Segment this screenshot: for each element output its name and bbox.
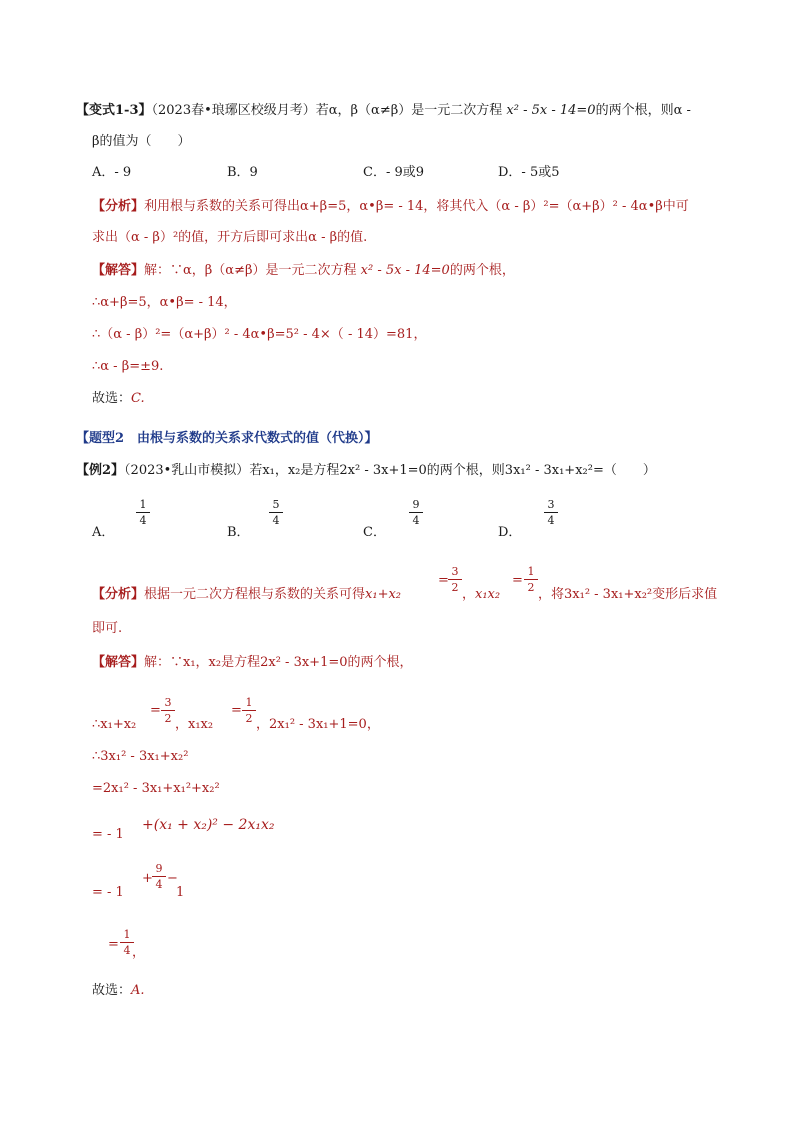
q1-solution-line4: ∴α - β=±9. bbox=[92, 359, 164, 374]
frac-num: 1 bbox=[245, 696, 253, 709]
q2-stem: 若x₁，x₂是方程2x² - 3x+1=0的两个根，则3x₁² - 3x₁+x₂²=（ ） bbox=[249, 463, 656, 478]
q1-solution-line3: ∴（α - β）²=（α+β）² - 4α•β=5² - 4×（ - 14）=81， bbox=[92, 327, 427, 342]
q1-equation: x² - 5x - 14=0 bbox=[506, 103, 596, 118]
q2-option-c-num: 9 bbox=[412, 498, 420, 511]
q1-solution-text1a: 解：∵α，β（α≠β）是一元二次方程 bbox=[144, 263, 357, 278]
q2-option-c-den: 4 bbox=[412, 514, 420, 527]
q2-source: （2023•乳山市模拟） bbox=[124, 463, 250, 478]
q2-analysis-mid bbox=[462, 586, 500, 604]
frac-num: 1 bbox=[123, 928, 131, 941]
q1-solution-line2: ∴α+β=5，α•β= - 14， bbox=[92, 295, 237, 310]
q2-answer-line bbox=[92, 982, 145, 1000]
q1-option-c: C．- 9或9 bbox=[363, 165, 425, 180]
q1-analysis-line1 bbox=[92, 198, 689, 216]
q1-answer-line bbox=[92, 390, 145, 408]
q2-solution-line7-eq: = bbox=[108, 937, 119, 952]
section-title: 【题型2 由根与系数的关系求代数式的值（代换）】 bbox=[76, 431, 378, 446]
frac-den: 2 bbox=[164, 712, 172, 725]
q2-answer-label: 故选： bbox=[92, 983, 132, 998]
q1-option-b: B．9 bbox=[227, 165, 258, 180]
q2-option-a-fraction bbox=[136, 498, 150, 527]
q1-solution-tag: 【解答】 bbox=[92, 263, 145, 278]
q2-solution-line6-one: 1 bbox=[176, 885, 185, 900]
frac-num: 3 bbox=[164, 696, 172, 709]
frac-den: 4 bbox=[123, 944, 131, 957]
q2-analysis-sep: ， bbox=[462, 587, 476, 602]
q2-option-a-label: A． bbox=[92, 525, 115, 540]
q2-solution-line6-minus: − bbox=[167, 871, 178, 886]
q2-solution-line7-comma: ， bbox=[132, 945, 146, 960]
q2-solution-frac2 bbox=[242, 696, 256, 725]
q1-analysis-text1: 利用根与系数的关系可得出α+β=5，α•β= - 14，将其代入（α - β）²=（α+β）² - 4α•β中可 bbox=[144, 199, 689, 214]
q1-option-a: A．- 9 bbox=[92, 165, 132, 180]
q2-analysis-eq2: = bbox=[512, 573, 523, 588]
frac-num: 1 bbox=[527, 565, 535, 578]
q2-analysis-frac2 bbox=[524, 565, 538, 594]
fraction-bar bbox=[524, 579, 538, 580]
q2-option-d-den: 4 bbox=[547, 514, 555, 527]
q2-analysis-text-a: 根据一元二次方程根与系数的关系可得 bbox=[144, 587, 366, 602]
q1-analysis-line2: 求出（α - β）²的值，开方后即可求出α - β的值. bbox=[92, 230, 368, 245]
q1-solution-text1b: 的两个根， bbox=[449, 263, 515, 278]
q2-option-a-num: 1 bbox=[139, 498, 147, 511]
q2-solution-line2-sep: ，x₁x₂ bbox=[175, 717, 214, 732]
q2-solution-text1: 解：∵x₁，x₂是方程2x² - 3x+1=0的两个根， bbox=[144, 655, 413, 670]
fraction-bar bbox=[152, 876, 166, 877]
q2-analysis-product: x₁x₂ bbox=[475, 587, 501, 602]
q2-option-a-den: 4 bbox=[139, 514, 147, 527]
q2-option-c-label: C． bbox=[363, 525, 386, 540]
q2-solution-eq1: = bbox=[150, 703, 161, 718]
q2-solution-line2b: ，2x₁² - 3x₁+1=0， bbox=[256, 717, 380, 732]
q1-stem-a: 若α，β（α≠β）是一元二次方程 bbox=[315, 103, 503, 118]
q2-stem-line bbox=[76, 462, 656, 480]
fraction-bar bbox=[161, 710, 175, 711]
fraction-bar bbox=[409, 512, 423, 513]
q2-option-c-fraction bbox=[409, 498, 423, 527]
q2-solution-line6-plus: + bbox=[142, 871, 153, 886]
q2-analysis-frac1 bbox=[448, 565, 462, 594]
q1-answer: C. bbox=[131, 391, 145, 406]
q2-analysis-tag: 【分析】 bbox=[92, 587, 145, 602]
fraction-bar bbox=[544, 512, 558, 513]
q2-analysis-sum: x₁+x₂ bbox=[365, 587, 402, 602]
q2-option-d-num: 3 bbox=[547, 498, 555, 511]
q2-solution-line3: ∴3x₁² - 3x₁+x₂² bbox=[92, 749, 189, 764]
fraction-bar bbox=[269, 512, 283, 513]
q2-tag: 【例2】 bbox=[76, 463, 125, 478]
q2-option-b-num: 5 bbox=[272, 498, 280, 511]
frac-den: 2 bbox=[527, 581, 535, 594]
fraction-bar bbox=[136, 512, 150, 513]
q2-option-b-den: 4 bbox=[272, 514, 280, 527]
frac-num: 9 bbox=[155, 862, 163, 875]
fraction-bar bbox=[448, 579, 462, 580]
fraction-bar bbox=[242, 710, 256, 711]
q1-analysis-tag: 【分析】 bbox=[92, 199, 145, 214]
q2-analysis-line1a bbox=[92, 586, 401, 604]
q2-solution-line4: =2x₁² - 3x₁+x₁²+x₂² bbox=[92, 781, 220, 796]
q1-stem-line1 bbox=[76, 102, 691, 120]
q2-analysis-line2: 即可. bbox=[92, 621, 123, 636]
q2-solution-eq2: = bbox=[231, 703, 242, 718]
frac-den: 4 bbox=[155, 878, 163, 891]
q1-tag: 【变式1-3】 bbox=[76, 103, 152, 118]
q2-solution-line2a: ∴x₁+x₂ bbox=[92, 717, 137, 732]
q2-analysis-text-b: ，将3x₁² - 3x₁+x₂²变形后求值 bbox=[538, 587, 718, 602]
q1-solution-equation: x² - 5x - 14=0 bbox=[360, 263, 450, 278]
q2-option-b-fraction bbox=[269, 498, 283, 527]
q2-analysis-eq1: = bbox=[438, 573, 449, 588]
q1-answer-label: 故选： bbox=[92, 391, 132, 406]
q1-stem-line2: β的值为（ ） bbox=[92, 134, 191, 149]
q2-solution-line6-frac bbox=[152, 862, 166, 891]
q2-option-d-fraction bbox=[544, 498, 558, 527]
q1-solution-line1 bbox=[92, 262, 515, 280]
q2-solution-tag: 【解答】 bbox=[92, 655, 145, 670]
q1-option-d: D．- 5或5 bbox=[498, 165, 560, 180]
q2-option-b-label: B． bbox=[227, 525, 250, 540]
q1-stem-b: 的两个根，则α - bbox=[595, 103, 691, 118]
q2-solution-line1 bbox=[92, 654, 413, 672]
fraction-bar bbox=[120, 942, 134, 943]
frac-den: 2 bbox=[451, 581, 459, 594]
q2-option-d-label: D． bbox=[498, 525, 522, 540]
frac-den: 2 bbox=[245, 712, 253, 725]
q2-answer: A. bbox=[131, 983, 145, 998]
q2-solution-frac1 bbox=[161, 696, 175, 725]
q2-solution-line5a: = - 1 bbox=[92, 827, 124, 842]
q2-solution-line5b: +(x₁ + x₂)² − 2x₁x₂ bbox=[142, 817, 275, 833]
q1-source: （2023春•琅琊区校级月考） bbox=[151, 103, 316, 118]
frac-num: 3 bbox=[451, 565, 459, 578]
q2-solution-line6a: = - 1 bbox=[92, 885, 124, 900]
